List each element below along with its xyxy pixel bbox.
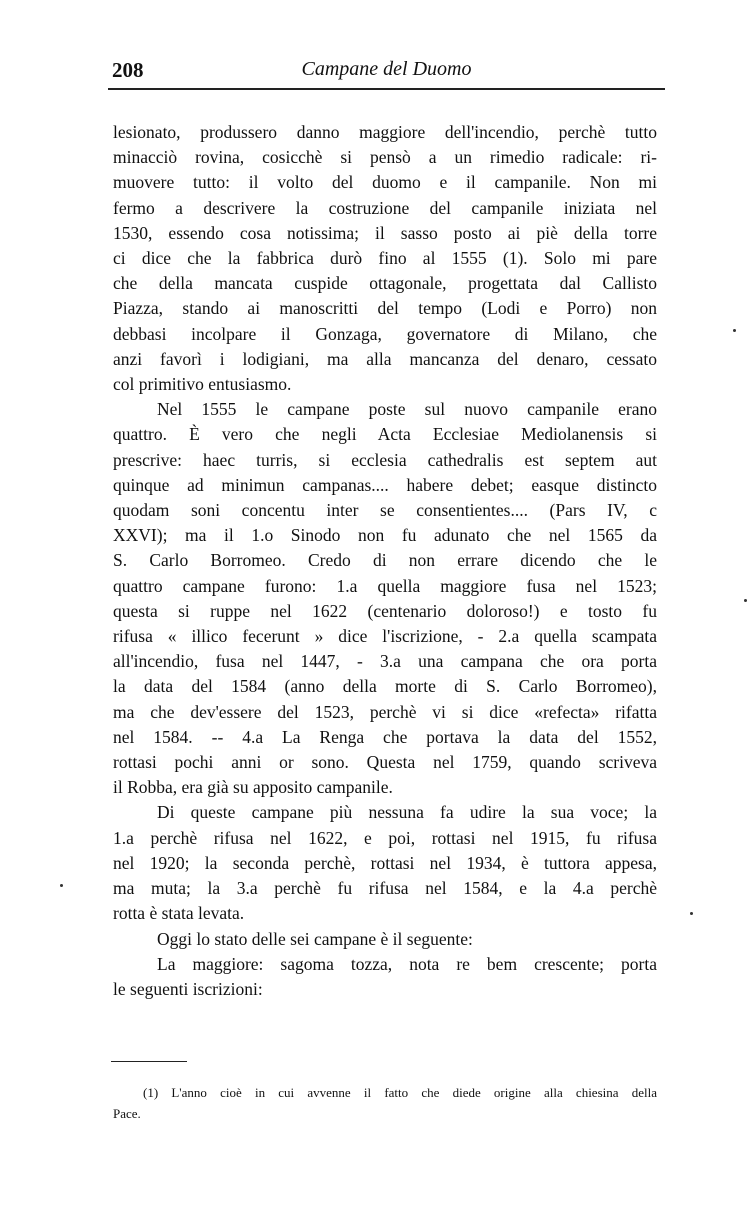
text-line: rottasi pochi anni or sono. Questa nel 1759, quando scriveva [113,752,657,773]
text-line: 1.a perchè rifusa nel 1622, e poi, rottasi nel 1915, fu rifusa [113,827,657,848]
text-line: Oggi lo stato delle sei campane è il seguente: [157,928,473,949]
scan-speck [744,599,747,602]
text-line: debbasi incolpare il Gonzaga, governatore di Milano, che [113,323,657,344]
text-line: anzi favorì i lodigiani, ma alla mancanza del denaro, cessato [113,348,657,369]
text-line: la data del 1584 (anno della morte di S. Carlo Borromeo), [113,676,657,697]
scan-speck [690,912,693,915]
text-line: La maggiore: sagoma tozza, nota re bem crescente; porta [157,953,657,974]
text-line: il Robba, era già su apposito campanile. [113,777,393,798]
scan-speck [60,884,63,887]
text-line: le seguenti iscrizioni: [113,978,263,999]
page-number: 208 [112,58,144,82]
text-line: ma che dev'essere del 1523, perchè vi si dice «refecta» rifatta [113,701,657,722]
body-text [113,120,657,1002]
text-line: rifusa « illico fecerunt » dice l'iscrizione, - 2.a quella scampata [113,626,657,647]
text-line: S. Carlo Borromeo. Credo di non errare dicendo che le [113,550,657,571]
text-line: quodam soni concentu inter se consentientes.... (Pars IV, c [113,500,657,521]
text-line: col primitivo entusiasmo. [113,374,292,395]
text-line: muovere tutto: il volto del duomo e il campanile. Non mi [113,172,657,193]
page-header [108,56,665,88]
text-line: minacciò rovina, cosicchè si pensò a un rimedio radicale: ri- [113,147,657,168]
text-line: Nel 1555 le campane poste sul nuovo campanile erano [157,399,657,420]
text-line: nel 1584. -- 4.a La Renga che portava la data del 1552, [113,726,657,747]
running-title: Campane del Duomo [301,58,472,80]
header-rule [108,88,665,90]
text-line: Piazza, stando ai manoscritti del tempo (Lodi e Porro) non [113,298,657,319]
footnote-line: (1) L'anno cioè in cui avvenne il fatto che diede origine alla chiesina della [143,1085,657,1100]
text-line: fermo a descrivere la costruzione del campanile iniziata nel [113,197,657,218]
footnote-line: Pace. [113,1106,141,1121]
footnote-rule [111,1061,187,1062]
text-line: XXVI); ma il 1.o Sinodo non fu adunato che nel 1565 da [113,525,657,546]
text-line: rotta è stata levata. [113,903,245,924]
scan-speck [733,329,736,332]
text-line: nel 1920; la seconda perchè, rottasi nel 1934, è tuttora appesa, [113,852,657,873]
text-line: prescrive: haec turris, si ecclesia cathedralis est septem aut [113,449,657,470]
text-line: quattro. È vero che negli Acta Ecclesiae Mediolanensis si [113,424,657,445]
text-line: quinque ad minimun campanas.... habere debet; easque distincto [113,474,657,495]
text-line: lesionato, produssero danno maggiore dell'incendio, perchè tutto [113,122,657,142]
text-line: all'incendio, fusa nel 1447, - 3.a una campana che ora porta [113,651,657,672]
text-line: 1530, essendo cosa notissima; il sasso posto ai piè della torre [113,222,657,243]
text-line: questa si ruppe nel 1622 (centenario doloroso!) e tosto fu [113,600,657,621]
text-line: Di queste campane più nessuna fa udire la sua voce; la [157,802,657,823]
text-line: quattro campane furono: 1.a quella maggiore fusa nel 1523; [113,575,657,596]
text-line: che della mancata cuspide ottagonale, progettata dal Callisto [113,273,657,294]
footnote [113,1082,657,1124]
text-line: ci dice che la fabbrica durò fino al 1555 (1). Solo mi pare [113,248,657,269]
text-line: ma muta; la 3.a perchè fu rifusa nel 1584, e la 4.a perchè [113,878,657,899]
